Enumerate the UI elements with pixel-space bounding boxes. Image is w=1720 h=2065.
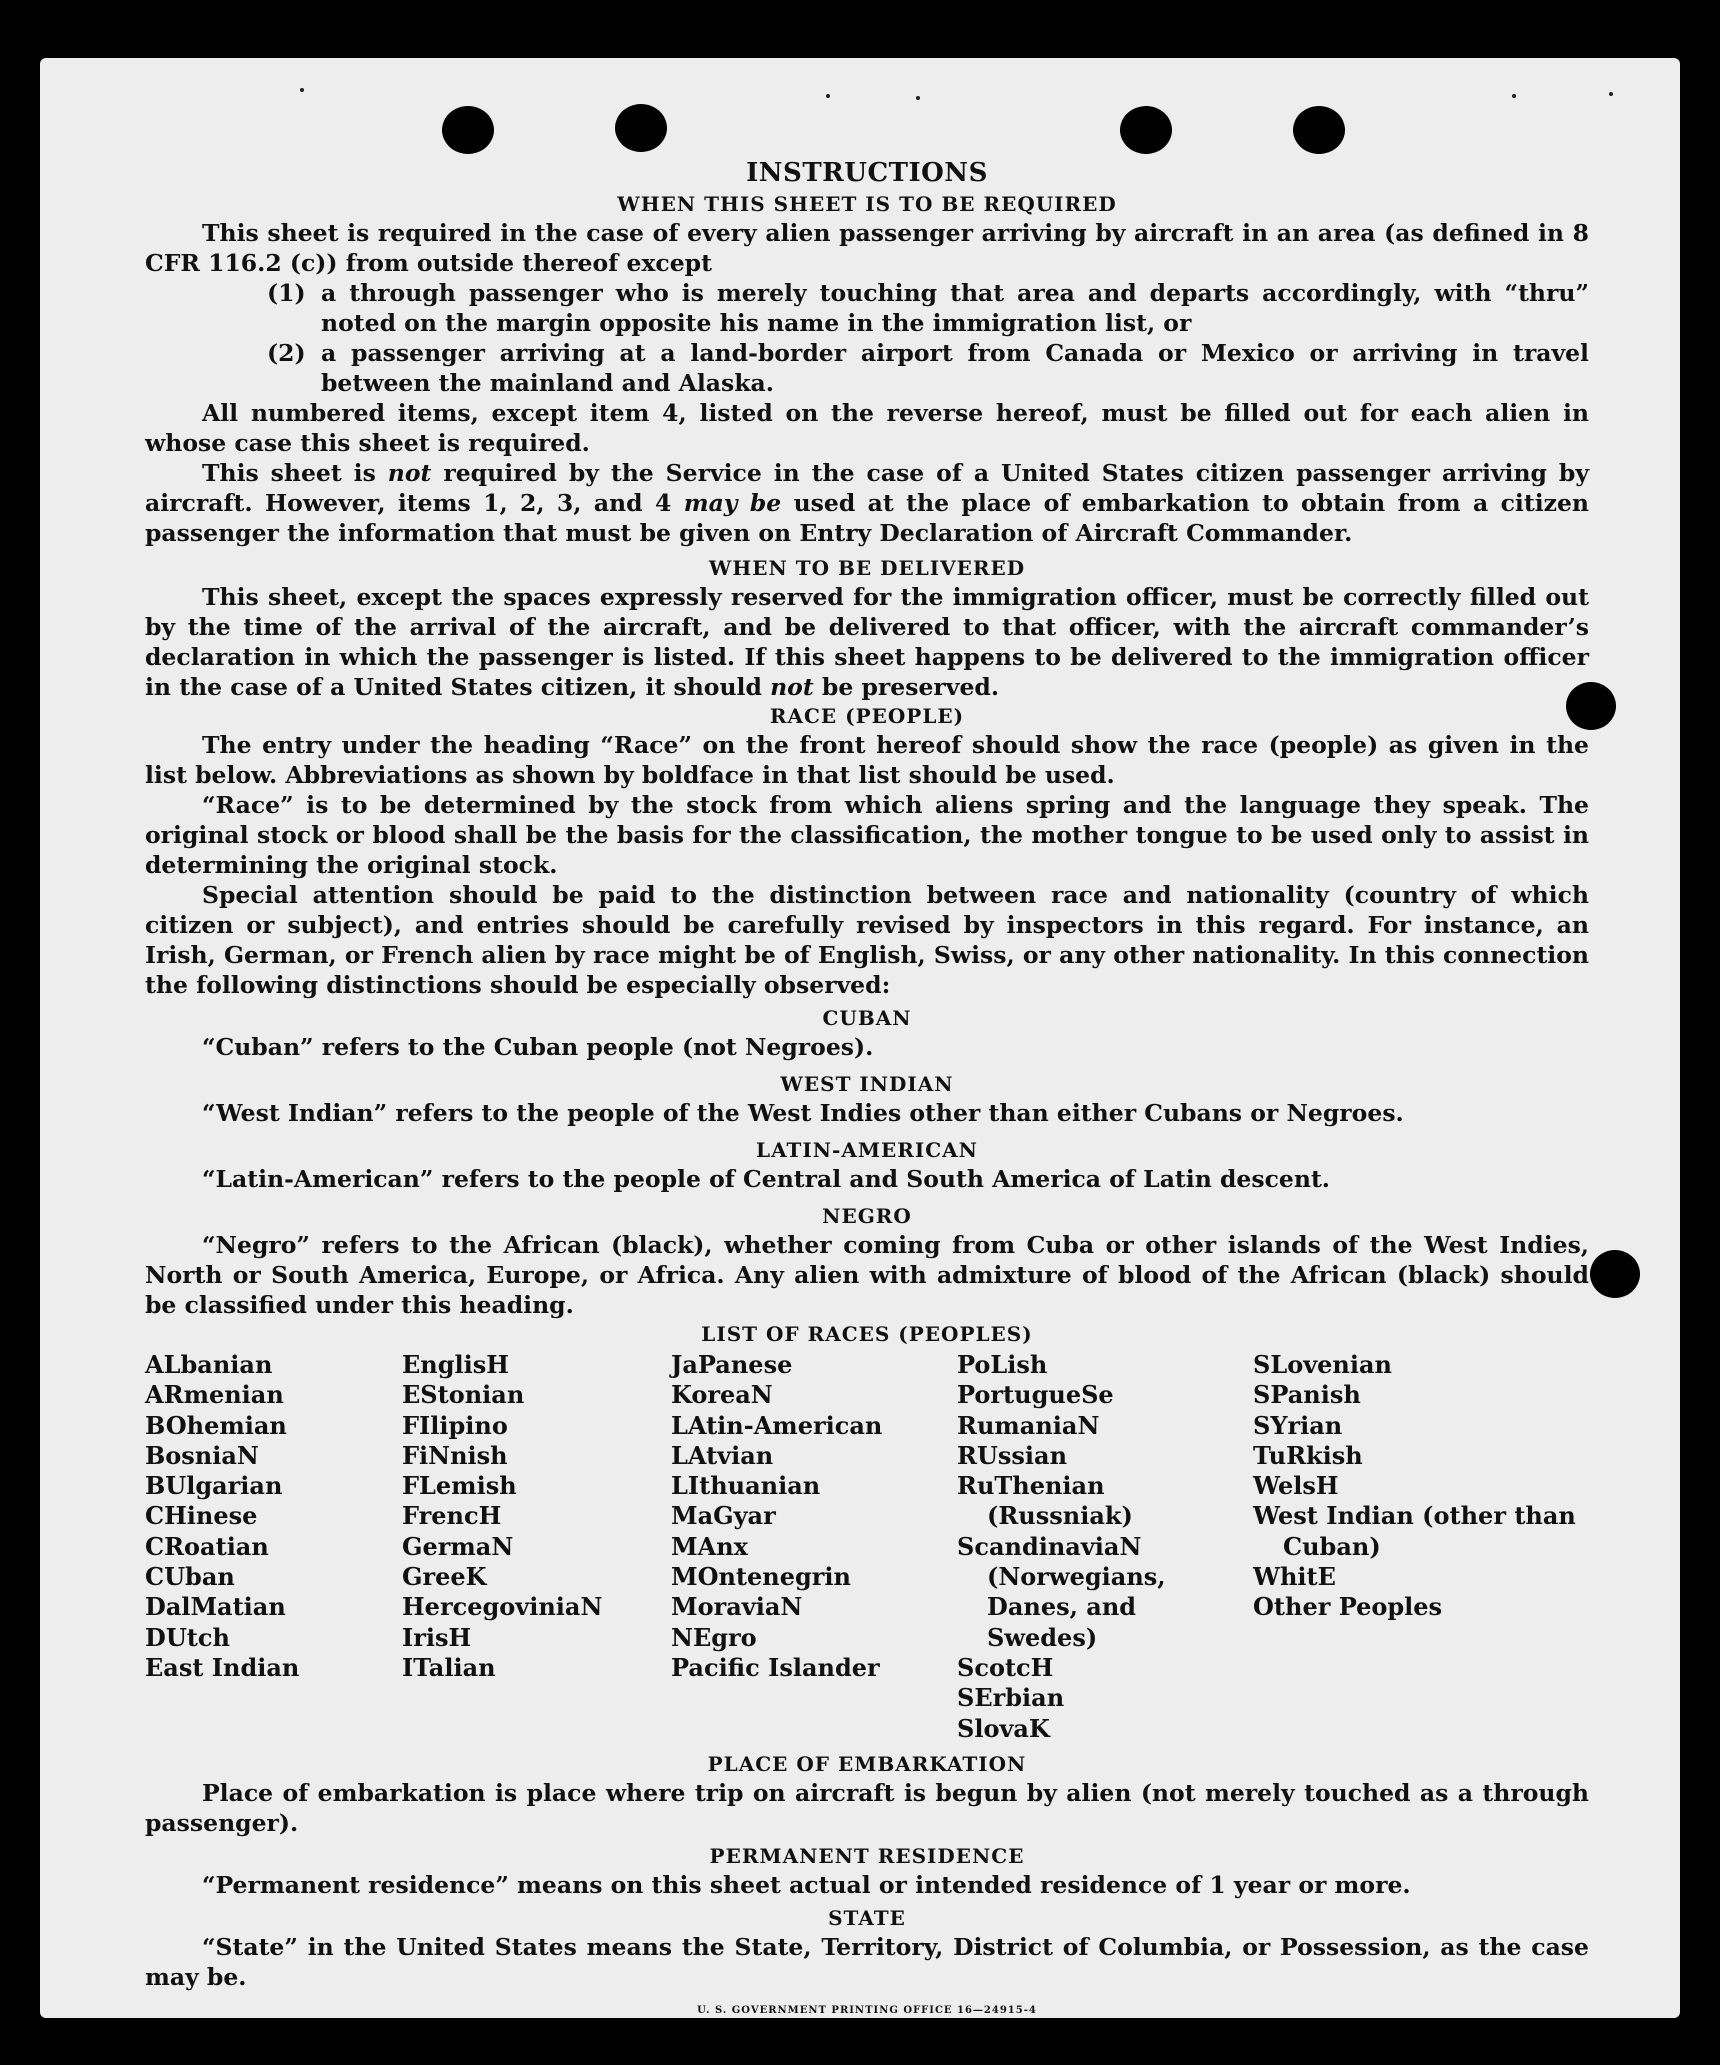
item-number: (1) — [267, 279, 306, 307]
races-list — [145, 1350, 1589, 1744]
text-run: This sheet is — [202, 459, 388, 487]
race-entry: BosniaN — [145, 1440, 259, 1470]
race-entry: PortugueSe — [957, 1380, 1114, 1410]
race-entry: EnglisH — [402, 1350, 509, 1379]
punch-hole — [615, 104, 667, 152]
race-entry: DUtch — [145, 1622, 230, 1652]
paragraph: Place of embarkation is place where trip on aircraft is begun by alien (not merely touched as a through passenger). — [145, 1778, 1589, 1837]
race-entry: GreeK — [402, 1562, 487, 1592]
race-entry: WelsH — [1253, 1471, 1339, 1501]
paragraph: “Permanent residence” means on this sheet actual or intended residence of 1 year or more. — [202, 1870, 1411, 1899]
race-entry: RUssian — [957, 1440, 1068, 1470]
race-entry: CUban — [145, 1562, 235, 1592]
race-entry: FIlipino — [402, 1410, 508, 1440]
race-entry: SLovenian — [1253, 1350, 1392, 1379]
speck — [916, 96, 920, 100]
punch-hole — [1120, 106, 1172, 154]
race-entry: JaPanese — [671, 1350, 793, 1379]
section-heading: NEGRO — [822, 1204, 912, 1228]
paragraph: This sheet is required in the case of every alien passenger arriving by aircraft in an area (as defined in 8 CFR 116.2 (c)) from outside thereof except — [145, 219, 1589, 277]
section-heading: CUBAN — [822, 1006, 912, 1030]
paragraph: “State” in the United States means the State, Territory, District of Columbia, or Possession, as the case may be. — [145, 1932, 1589, 1991]
race-entry: FiNnish — [402, 1440, 508, 1470]
race-entry: BUlgarian — [145, 1471, 283, 1501]
speck — [826, 94, 830, 98]
race-entry: MaGyar — [671, 1501, 776, 1531]
race-entry: RumaniaN — [957, 1410, 1100, 1440]
speck — [1609, 92, 1613, 96]
punch-hole — [1590, 1250, 1640, 1298]
section-heading: WHEN THIS SHEET IS TO BE REQUIRED — [617, 192, 1117, 216]
list-item — [267, 338, 1589, 398]
race-entry: MAnx — [671, 1531, 748, 1561]
text-run: used at the place of embarkation to obtain from a citizen passenger the information that must be given on Entry Declaration of Aircraft Commander. — [145, 489, 1590, 547]
section-heading: LIST OF RACES (PEOPLES) — [701, 1322, 1033, 1346]
text-run: required by the Service in the case of a United States citizen passenger arriving by aircraft. However, items 1, 2, 3, and 4 — [145, 459, 1589, 517]
race-entry: PoLish — [957, 1350, 1048, 1379]
race-entry: Other Peoples — [1253, 1592, 1443, 1622]
section-heading: LATIN-AMERICAN — [756, 1138, 978, 1162]
italic-text: not — [770, 673, 814, 701]
speck — [300, 88, 304, 92]
text-run: This sheet, except the spaces expressly reserved for the immigration officer, must be correctly filled out by the time of the arrival of the aircraft, and be delivered to that officer, with the aircraft commander’s declaration in which the passenger is listed. If this sheet happens to be delivered to the immigration officer in the case of a United States citizen, it should — [145, 583, 1589, 701]
paragraph: “Negro” refers to the African (black), whether coming from Cuba or other islands of the West Indies, North or South America, Europe, or Africa. Any alien with admixture of blood of the African (black) should be classified under this heading. — [145, 1231, 1589, 1319]
race-entry: KoreaN — [671, 1380, 773, 1410]
race-entry: WhitE — [1253, 1562, 1336, 1592]
race-entry: Pacific Islander — [671, 1652, 880, 1682]
race-entry: EStonian — [402, 1380, 525, 1410]
text-run: be preserved. — [813, 673, 1000, 701]
race-entry: MoraviaN — [671, 1592, 803, 1622]
race-entry: DalMatian — [145, 1592, 286, 1622]
races-column — [1253, 1350, 1589, 1744]
race-entry: ARmenian — [145, 1380, 284, 1410]
race-entry: SPanish — [1253, 1380, 1361, 1410]
paragraph — [145, 582, 1589, 702]
race-entry: ITalian — [402, 1652, 496, 1682]
race-entry: LAtvian — [671, 1440, 774, 1470]
race-entry: ScotcH — [957, 1652, 1054, 1682]
race-entry: SErbian — [957, 1683, 1065, 1713]
race-entry: BOhemian — [145, 1410, 287, 1440]
race-entry: NEgro — [671, 1622, 757, 1652]
paragraph: “Cuban” refers to the Cuban people (not Negroes). — [202, 1033, 874, 1061]
race-entry: West Indian (other than Cuban) — [1253, 1501, 1576, 1561]
italic-text: may be — [683, 489, 782, 517]
item-number: (2) — [267, 339, 306, 367]
section-heading: WHEN TO BE DELIVERED — [708, 556, 1026, 580]
paragraph: “Race” is to be determined by the stock from which aliens spring and the language they speak. The original stock or blood shall be the basis for the classification, the mother tongue to be used only to assist in determining the original stock. — [145, 791, 1589, 879]
paragraph: Special attention should be paid to the distinction between race and nationality (country of which citizen or subject), and entries should be carefully revised by inspectors in this regard. For instance, an Irish, German, or French alien by race might be of English, Swiss, or any other nationality. In this connection the following distinctions should be especially observed: — [145, 881, 1589, 999]
list-item — [267, 278, 1589, 338]
paragraph: “West Indian” refers to the people of the West Indies other than either Cubans or Negroes. — [202, 1099, 1404, 1127]
race-entry: ALbanian — [145, 1350, 273, 1379]
race-entry: TuRkish — [1253, 1440, 1363, 1470]
races-column — [957, 1350, 1253, 1744]
section-heading: RACE (PEOPLE) — [769, 704, 965, 728]
race-entry: FLemish — [402, 1471, 517, 1501]
item-text: a through passenger who is merely touching that area and departs accordingly, with “thru” noted on the margin opposite his name in the immigration list, or — [321, 279, 1589, 337]
page-title: INSTRUCTIONS — [746, 158, 988, 188]
punch-hole — [1293, 106, 1345, 154]
paragraph — [145, 458, 1589, 548]
race-entry: SlovaK — [957, 1713, 1050, 1743]
race-entry: ScandinaviaN (Norwegians, Danes, and Swedes) — [957, 1531, 1166, 1652]
paragraph: All numbered items, except item 4, listed on the reverse hereof, must be filled out for each alien in whose case this sheet is required. — [145, 399, 1589, 457]
section-heading: STATE — [828, 1905, 906, 1930]
punch-hole — [442, 106, 494, 154]
instructions-text — [145, 158, 1589, 2026]
race-entry: FrencH — [402, 1501, 502, 1531]
race-entry: SYrian — [1253, 1410, 1343, 1440]
section-heading: PLACE OF EMBARKATION — [707, 1751, 1027, 1776]
race-entry: GermaN — [402, 1531, 514, 1561]
race-entry: HercegoviniaN — [402, 1592, 603, 1622]
race-entry: LIthuanian — [671, 1471, 821, 1501]
paragraph: The entry under the heading “Race” on the front hereof should show the race (people) as given in the list below. Abbreviations as shown by boldface in that list should be used. — [145, 731, 1589, 789]
races-column — [671, 1350, 957, 1744]
race-entry: IrisH — [402, 1622, 472, 1652]
italic-text: not — [387, 459, 432, 487]
paragraph: “Latin-American” refers to the people of Central and South America of Latin descent. — [202, 1165, 1330, 1193]
section-heading: WEST INDIAN — [780, 1072, 954, 1096]
printer-imprint: U. S. GOVERNMENT PRINTING OFFICE 16—24915-4 — [697, 2004, 1037, 2016]
race-entry: RuThenian (Russniak) — [957, 1471, 1133, 1531]
race-entry: MOntenegrin — [671, 1562, 851, 1592]
section-heading: PERMANENT RESIDENCE — [709, 1843, 1025, 1868]
item-text: a passenger arriving at a land-border airport from Canada or Mexico or arriving in travel between the mainland and Alaska. — [321, 339, 1589, 397]
race-entry: LAtin-American — [671, 1410, 883, 1440]
races-column — [402, 1350, 671, 1744]
race-entry: East Indian — [145, 1652, 300, 1682]
races-column — [145, 1350, 402, 1744]
speck — [1512, 94, 1516, 98]
race-entry: CRoatian — [145, 1531, 269, 1561]
race-entry: CHinese — [145, 1501, 258, 1531]
